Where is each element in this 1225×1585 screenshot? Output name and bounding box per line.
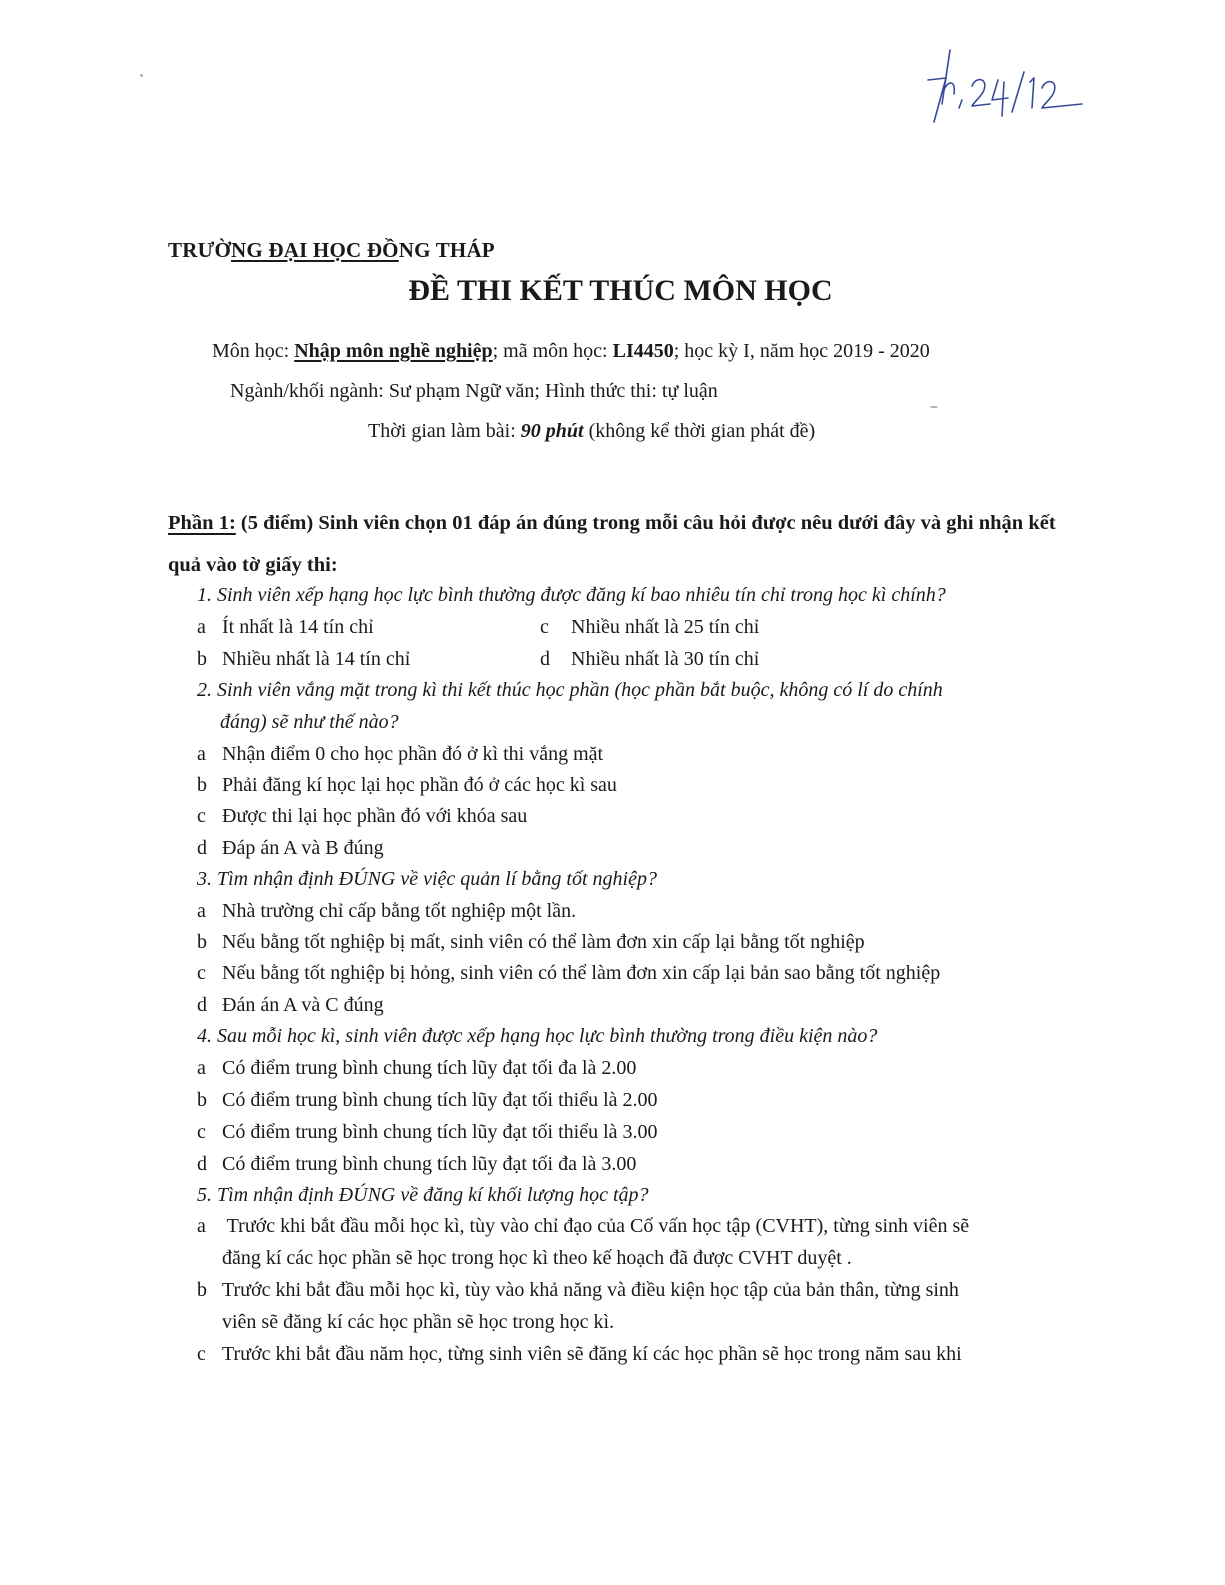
question-2-line2: đáng) sẽ như thế nào? bbox=[220, 711, 399, 733]
q3-option-a: a Nhà trường chỉ cấp bằng tốt nghiệp một lần. bbox=[197, 900, 577, 922]
q5-option-b-line2: viên sẽ đăng kí các học phần sẽ học trong học kì. bbox=[222, 1311, 615, 1333]
q1-option-d: d Nhiều nhất là 30 tín chỉ bbox=[540, 648, 760, 670]
subject-info: Môn học: Nhập môn nghề nghiệp; mã môn học: LI4450; học kỳ I, năm học 2019 - 2020 bbox=[212, 340, 930, 362]
q5-option-a-line2: đăng kí các học phần sẽ học trong học kì theo kế hoạch đã được CVHT duyệt . bbox=[222, 1247, 852, 1269]
scan-speck bbox=[140, 74, 143, 77]
q2-option-c: c Được thi lại học phần đó với khóa sau bbox=[197, 805, 528, 827]
q2-option-b: b Phải đăng kí học lại học phần đó ở các học kì sau bbox=[197, 774, 617, 796]
q4-option-d: d Có điểm trung bình chung tích lũy đạt tối đa là 3.00 bbox=[197, 1153, 637, 1175]
exam-title: ĐỀ THI KẾT THÚC MÔN HỌC bbox=[408, 274, 833, 307]
q3-option-c: c Nếu bằng tốt nghiệp bị hỏng, sinh viên có thể làm đơn xin cấp lại bản sao bằng tốt nghiệp bbox=[197, 962, 941, 984]
question-5: 5. Tìm nhận định ĐÚNG về đăng kí khối lượng học tập? bbox=[197, 1184, 649, 1206]
q5-option-b-line1: b Trước khi bắt đầu mỗi học kì, tùy vào khả năng và điều kiện học tập của bản thân, từng sinh bbox=[197, 1279, 959, 1301]
q5-option-c-line1: c Trước khi bắt đầu năm học, từng sinh viên sẽ đăng kí các học phần sẽ học trong năm sau khi bbox=[197, 1343, 962, 1365]
q3-option-b: b Nếu bằng tốt nghiệp bị mất, sinh viên có thể làm đơn xin cấp lại bằng tốt nghiệp bbox=[197, 931, 865, 953]
handwritten-note bbox=[912, 42, 1092, 132]
question-4: 4. Sau mỗi học kì, sinh viên được xếp hạng học lực bình thường trong điều kiện nào? bbox=[197, 1025, 878, 1047]
q1-option-a: a Ít nhất là 14 tín chỉ bbox=[197, 616, 374, 638]
school-name: TRƯỜNG ĐẠI HỌC ĐỒNG THÁP bbox=[168, 238, 495, 262]
question-2-line1: 2. Sinh viên vắng mặt trong kì thi kết thúc học phần (học phần bắt buộc, không có lí do chính bbox=[197, 679, 943, 701]
q3-option-d: d Đán án A và C đúng bbox=[197, 994, 384, 1016]
scan-speck bbox=[930, 406, 938, 408]
time-info: Thời gian làm bài: 90 phút (không kể thời gian phát đề) bbox=[368, 420, 816, 442]
q2-option-d: d Đáp án A và B đúng bbox=[197, 837, 384, 859]
q1-option-c: c Nhiều nhất là 25 tín chỉ bbox=[540, 616, 760, 638]
q1-option-b: b Nhiều nhất là 14 tín chỉ bbox=[197, 648, 411, 670]
q4-option-b: b Có điểm trung bình chung tích lũy đạt tối thiểu là 2.00 bbox=[197, 1089, 658, 1111]
q4-option-a: a Có điểm trung bình chung tích lũy đạt tối đa là 2.00 bbox=[197, 1057, 637, 1079]
part1-heading: Phần 1: (5 điểm) Sinh viên chọn 01 đáp án đúng trong mỗi câu hỏi được nêu dưới đây và ghi nhận kết quả vào tờ giấy thi: bbox=[168, 512, 1056, 576]
question-3: 3. Tìm nhận định ĐÚNG về việc quản lí bằng tốt nghiệp? bbox=[197, 868, 657, 890]
q2-option-a: a Nhận điểm 0 cho học phần đó ở kì thi vắng mặt bbox=[197, 743, 604, 765]
question-1: 1. Sinh viên xếp hạng học lực bình thường được đăng kí bao nhiêu tín chỉ trong học kì chính? bbox=[197, 584, 946, 606]
q5-option-a-line1: a Trước khi bắt đầu mỗi học kì, tùy vào chỉ đạo của Cố vấn học tập (CVHT), từng sinh viên sẽ bbox=[197, 1215, 970, 1237]
major-info: Ngành/khối ngành: Sư phạm Ngữ văn; Hình thức thi: tự luận bbox=[230, 380, 718, 402]
q4-option-c: c Có điểm trung bình chung tích lũy đạt tối thiểu là 3.00 bbox=[197, 1121, 658, 1143]
